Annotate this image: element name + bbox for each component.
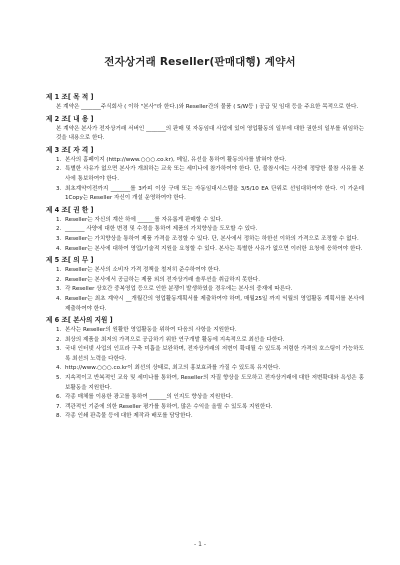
list-item-number: 6. (56, 394, 62, 401)
list-item-text: Reseller는 최초 계약시 __개월간의 영업활동계획서를 제출하여야 하며, 매월25일 까지 익월의 영업활동 계획서를 본사에 제출하여야 한다. (65, 295, 364, 312)
article-section (46, 145, 364, 204)
article-heading: 제 5 조[ 의 무 ] (46, 256, 94, 265)
list-item-number: 1. (56, 327, 62, 334)
list-item (46, 393, 364, 403)
list-item-text: 지속적이고 반복적인 교육 및 세미나를 통하여, Reseller의 자질 향상을 도모하고 전자상거래에 대한 저변확대와 욕성은 홍보활동을 지원한다. (65, 375, 364, 391)
list-item-text: Reseller는 본사에 대하여 영업/기술적 지원을 요청할 수 있다. 본사는 특별한 사유가 없으면 이러한 요청에 응하여야 한다. (65, 245, 363, 252)
list-item (46, 374, 364, 393)
list-item-number: 3. (56, 286, 62, 293)
list-item-number: 2. (56, 166, 62, 173)
list-item-number: 2. (56, 336, 62, 343)
list-item-number: 8. (56, 413, 62, 420)
list-item-text: Reseller는 자신의 계산 하에 ______를 자유롭게 판매할 수 있다. (65, 216, 223, 223)
list-item (46, 216, 364, 226)
article-heading: 제 4 조[ 권 한 ] (46, 205, 94, 214)
list-item-text: 각종 매체를 이용한 광고를 통하여 ______의 인지도 향상을 지원한다. (65, 394, 233, 401)
list-item-number: 5. (56, 375, 62, 382)
list-item (46, 295, 364, 314)
list-item-text: Reseller는 가치향상을 통하여 제품 가격을 조정할 수 있다. 단, 본사에서 정하는 하한선 이하의 가격으로 조정할 수 없다. (65, 235, 359, 242)
article-section (46, 255, 364, 314)
list-item-text: 최초계약이전까지 _______를 3카피 이상 구매 또는 자동임대시스템을 3/5/10 EA 단위로 선임대하여야 한다. 이 가운데 1Copy는 Reseller 자신이 개설 운영하여야 한다. (65, 185, 364, 202)
list-item-text: 각종 인쇄 판촉물 등에 대한 제작과 배포를 담당한다. (65, 413, 193, 420)
list-item (46, 165, 364, 184)
article-heading: 제 2 조[ 내 용 ] (46, 114, 94, 123)
list-item-number: 4. (56, 295, 62, 302)
article-heading: 제 3 조[ 자 격 ] (46, 145, 94, 154)
list-item-text: 본사의 홈페이지 (http://www.○○○.co.kr), 메일, 유선을 통하여 활동의사를 밝혀야 한다. (65, 156, 287, 163)
article-heading: 제 6 조[ 본사의 지원 ] (46, 316, 113, 325)
list-item-text: 최상의 제품을 최저의 가격으로 공급하기 위한 연구개발 활동에 지속적으로 최선을 다한다. (65, 336, 285, 343)
list-item-text: 각 Reseller 상호간 중복영업 등으로 인한 분쟁이 발생하였을 경우에는 본사의 중재에 따른다. (65, 286, 293, 293)
list-item-text: 국내 인터넷 사업의 인프라 구축 미흡을 보완하며, 전자상거래의 저변이 확대될 수 있도록 저렴한 가격의 호스팅이 가능하도록 최선의 노력을 다한다. (65, 346, 364, 362)
article-paragraph: 본 계약은 본사가 전자상거래 서버인 _______의 판매 및 자동임대 사업에 있어 영업활동의 일부에 대한 권한의 일부를 위임하는 것을 내용으로 한다. (56, 125, 364, 142)
list-item-number: 1. (56, 267, 62, 274)
list-item (46, 364, 364, 374)
list-item (46, 412, 364, 422)
page-number: - 1 - (194, 541, 206, 548)
list-item (46, 156, 364, 166)
list-item-number: 3. (56, 185, 62, 192)
article-heading: 제 1 조[ 목 적 ] (46, 93, 94, 101)
list-item-number: 4. (56, 365, 62, 372)
list-item (46, 326, 364, 336)
list-item-number: 2. (56, 226, 62, 233)
list-item (46, 336, 364, 346)
list-item-text: Reseller는 본사의 소비자 가격 정책을 철저히 준수하여야 한다. (65, 267, 221, 274)
list-item-text: _______ 사양에 대한 변경 및 수정을 통하여 제품의 가치향상을 도모할 수 있다. (65, 226, 258, 233)
list-item-number: 1. (56, 156, 62, 163)
list-item-number: 4. (56, 245, 62, 252)
list-item-number: 2. (56, 276, 62, 283)
article-paragraph: 본 계약은 _______주식회사 ( 이하 "본사"라 한다.)와 Reseller간의 물품 ( S/W등 ) 공급 및 임대 등을 주요한 목적으로 한다. (56, 104, 359, 110)
list-item (46, 403, 364, 413)
list-item-number: 7. (56, 403, 62, 410)
document-title: 전자상거래 Reseller(판매대행) 계약서 (104, 56, 296, 68)
list-item-number: 1. (56, 216, 62, 223)
article-section (46, 114, 364, 144)
article-section (46, 92, 364, 113)
list-item (46, 345, 364, 364)
list-item (46, 225, 364, 235)
list-item (46, 235, 364, 245)
article-section (46, 205, 364, 254)
list-item-number: 3. (56, 235, 62, 242)
list-item-text: Reseller는 본사에서 공급하는 제품 외의 전자상거래 솔루션을 취급하지 못한다. (65, 276, 260, 283)
list-item (46, 276, 364, 286)
list-item (46, 185, 364, 204)
list-item (46, 285, 364, 295)
list-item-number: 3. (56, 346, 62, 353)
list-item (46, 245, 364, 255)
document-body (46, 92, 364, 423)
article-section (46, 315, 364, 422)
list-item-text: 객관적인 기준에 의한 Reseller 평가를 통하여, 많은 수익을 올릴 수 있도록 지원한다. (65, 403, 273, 410)
list-item (46, 266, 364, 276)
list-item-text: 특별한 사유가 없으면 본사가 개최하는 교육 또는 세미나에 참가하여야 한다. 단, 불참시에는 사전에 정당한 불참 사유를 본사에 통보하여야 한다. (65, 166, 364, 182)
list-item-text: 본사는 Reseller의 원활한 영업활동을 위하여 다음의 사항을 지원한다. (65, 327, 237, 334)
list-item-text: http://www.○○○.co.kr이 최선의 상태로, 최고의 홍보효과를 가질 수 있도록 유지한다. (65, 365, 281, 372)
